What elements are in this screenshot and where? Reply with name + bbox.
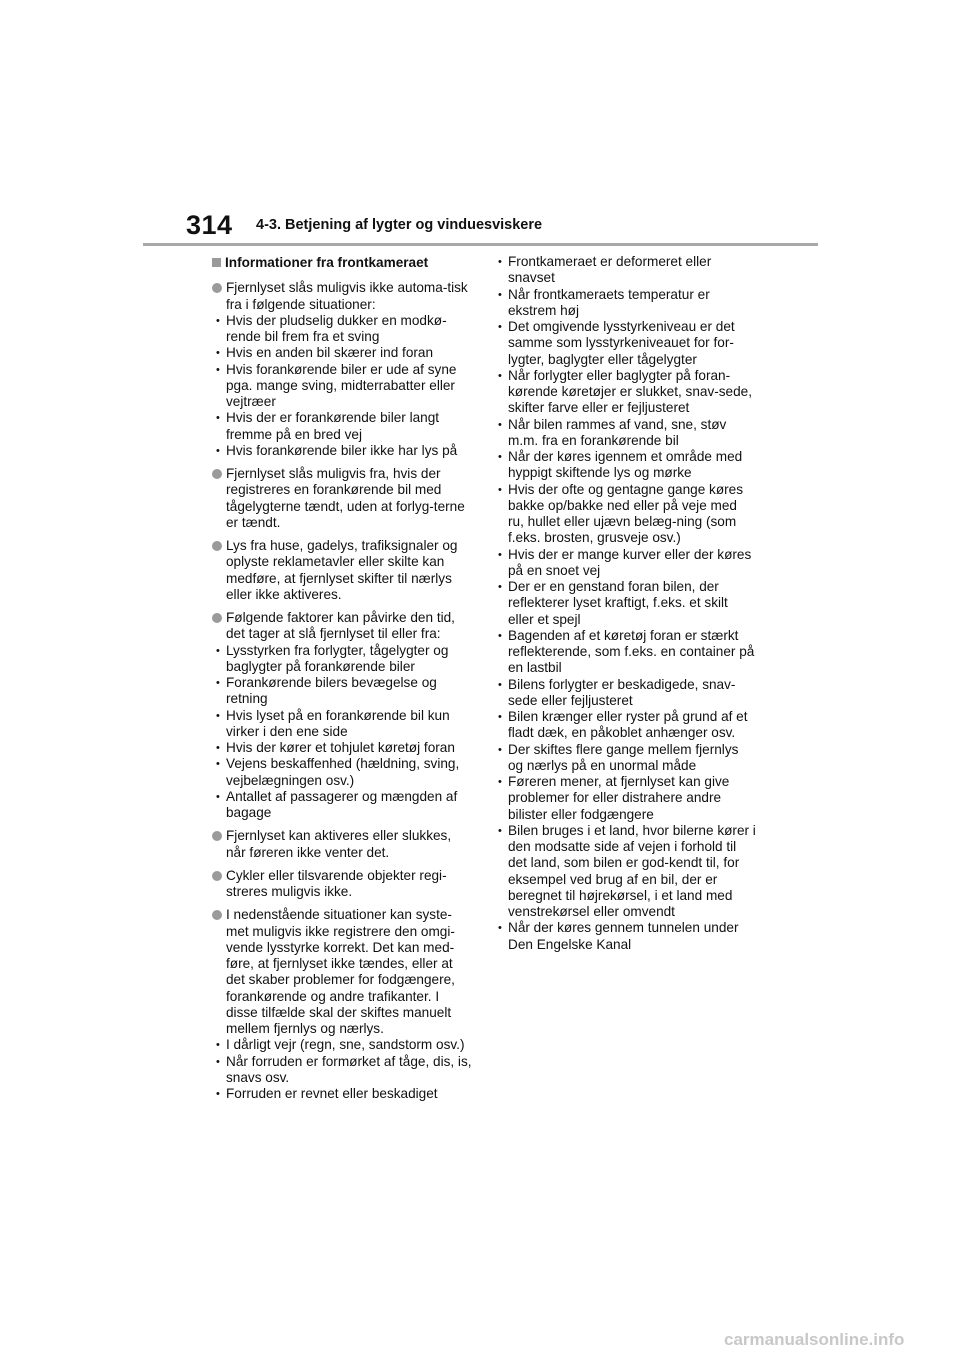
right-column — [494, 254, 756, 953]
list-item: • Bagenden af et køretøj foran er stærkt reflekterende, som f.eks. en container på en lastbil — [494, 628, 756, 677]
paragraph — [212, 280, 474, 459]
paragraph — [212, 828, 474, 861]
list-item: • Der er en genstand foran bilen, der reflekterer lyset kraftigt, f.eks. et skilt eller et spejl — [494, 579, 756, 628]
list-item: • Antallet af passagerer og mængden af bagage — [212, 789, 474, 822]
list-item: • Vejens beskaffenhed (hældning, sving, vejbelægningen osv.) — [212, 756, 474, 789]
paragraph — [212, 538, 474, 603]
list-item: • Føreren mener, at fjernlyset kan give problemer for eller distrahere andre bilister eller fodgængere — [494, 774, 756, 823]
bullet-list — [212, 1037, 474, 1102]
list-item: • Hvis der er mange kurver eller der køres på en snoet vej — [494, 547, 756, 580]
list-item: • Det omgivende lysstyrkeniveau er det samme som lysstyrkeniveauet for for-lygter, baglygter eller tågelygter — [494, 319, 756, 368]
chapter-title: 4-3. Betjening af lygter og vinduesviskere — [256, 217, 543, 233]
list-item: • Frontkameraet er deformeret eller snavset — [494, 254, 756, 287]
square-bullet-icon — [212, 258, 221, 267]
paragraph-text: Følgende faktorer kan påvirke den tid, det tager at slå fjernlyset til eller fra: — [226, 610, 455, 642]
header-divider — [143, 243, 818, 246]
list-item: • Hvis lyset på en forankørende bil kun virker i den ene side — [212, 708, 474, 741]
paragraph-text: I nedenstående situationer kan syste-met muligvis ikke registrere den omgi-vende lysstyrke korrekt. Det kan med-føre, at fjernlyset ikke tændes, eller at det skaber problemer for fodgængere, forankørende og andre trafikanter. I disse tilfælde skal der skiftes manuelt mellem fjernlys og nærlys. — [226, 907, 455, 1036]
paragraph-list — [212, 280, 474, 1102]
list-item: • Hvis der pludselig dukker en modkø-rende bil frem fra et sving — [212, 313, 474, 346]
list-item: • I dårligt vejr (regn, sne, sandstorm osv.) — [212, 1037, 474, 1053]
circle-bullet-icon — [212, 613, 222, 623]
list-item: • Hvis der er forankørende biler langt fremme på en bred vej — [212, 410, 474, 443]
list-item: • Hvis en anden bil skærer ind foran — [212, 345, 474, 361]
list-item: • Forruden er revnet eller beskadiget — [212, 1086, 474, 1102]
paragraph-text: Fjernlyset slås muligvis ikke automa-tisk fra i følgende situationer: — [226, 280, 468, 312]
circle-bullet-icon — [212, 541, 222, 551]
list-item: • Når bilen rammes af vand, sne, støv m.m. fra en forankørende bil — [494, 417, 756, 450]
list-item: • Bilen bruges i et land, hvor bilerne kører i den modsatte side af vejen i forhold til det land, som bilen er god-kendt til, for eksempel ved brug af en bil, der er beregnet til højrekørsel, i et land med venstrekørsel eller omvendt — [494, 823, 756, 921]
list-item: • Når frontkameraets temperatur er ekstrem høj — [494, 287, 756, 320]
circle-bullet-icon — [212, 469, 222, 479]
paragraph — [212, 466, 474, 531]
list-item: • Når der køres igennem et område med hyppigt skiftende lys og mørke — [494, 449, 756, 482]
list-item: • Hvis forankørende biler ikke har lys på — [212, 443, 474, 459]
circle-bullet-icon — [212, 910, 222, 920]
list-item: • Bilen krænger eller ryster på grund af et fladt dæk, en påkoblet anhænger osv. — [494, 709, 756, 742]
list-item: • Lysstyrken fra forlygter, tågelygter og baglygter på forankørende biler — [212, 643, 474, 676]
paragraph — [212, 868, 474, 901]
bullet-list — [494, 254, 756, 953]
section-heading — [212, 255, 474, 271]
bullet-list — [212, 643, 474, 822]
bullet-list — [212, 313, 474, 459]
section-heading-text: Informationer fra frontkameraet — [225, 255, 429, 270]
list-item: • Bilens forlygter er beskadigede, snav-sede eller fejljusteret — [494, 677, 756, 710]
circle-bullet-icon — [212, 871, 222, 881]
paragraph — [212, 610, 474, 821]
circle-bullet-icon — [212, 831, 222, 841]
watermark: carmanualsonline.info — [724, 1330, 905, 1349]
list-item: • Hvis der ofte og gentagne gange køres bakke op/bakke ned eller på veje med ru, hullet eller ujævn belæg-ning (som f.eks. brosten, grusveje osv.) — [494, 482, 756, 547]
left-column — [212, 254, 474, 1109]
list-item: • Forankørende bilers bevægelse og retning — [212, 675, 474, 708]
list-item: • Når der køres gennem tunnelen under Den Engelske Kanal — [494, 920, 756, 953]
paragraph-text: Fjernlyset kan aktiveres eller slukkes, når føreren ikke venter det. — [226, 828, 452, 860]
paragraph-text: Cykler eller tilsvarende objekter regi-streres muligvis ikke. — [226, 867, 447, 899]
paragraph-text: Lys fra huse, gadelys, trafiksignaler og oplyste reklametavler eller skilte kan medføre, at fjernlyset skifter til nærlys eller ikke aktiveres. — [226, 538, 458, 602]
list-item: • Når forruden er formørket af tåge, dis, is, snavs osv. — [212, 1054, 474, 1087]
paragraph-text: Fjernlyset slås muligvis fra, hvis der registreres en forankørende bil med tågelygterne tændt, uden at forlyg-terne er tændt. — [226, 466, 465, 530]
circle-bullet-icon — [212, 283, 222, 293]
page-number: 314 — [186, 210, 233, 240]
list-item: • Der skiftes flere gange mellem fjernlys og nærlys på en unormal måde — [494, 742, 756, 775]
list-item: • Hvis der kører et tohjulet køretøj foran — [212, 740, 474, 756]
list-item: • Når forlygter eller baglygter på foran-kørende køretøjer er slukket, snav-sede, skifter farve eller er fejljusteret — [494, 368, 756, 417]
paragraph — [212, 907, 474, 1102]
list-item: • Hvis forankørende biler er ude af syne pga. mange sving, midterrabatter eller vejtræer — [212, 362, 474, 411]
